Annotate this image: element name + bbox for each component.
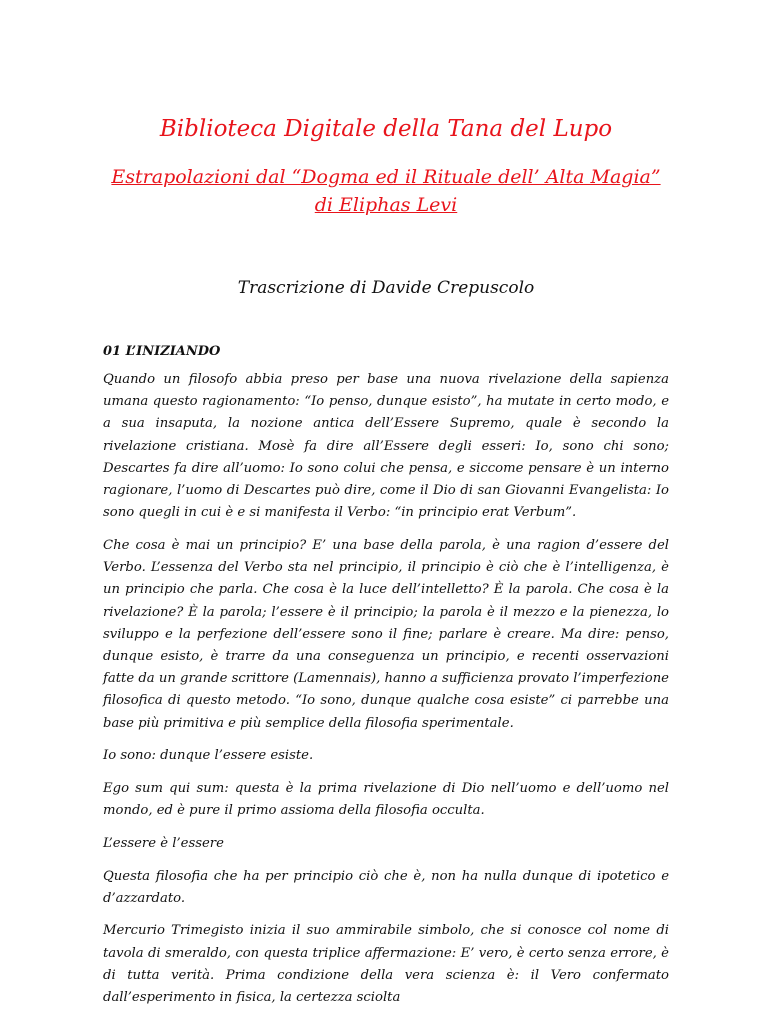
paragraph: Che cosa è mai un principio? E’ una base della parola, è una ragion d’essere del Verbo. L’essenza del Verbo sta nel principio, il principio è ciò che è l’intelligenza, è un principio che parla. Che cosa è la luce dell’intelletto? È la parola. Che cosa è la rivelazione? È la parola; l’essere è il principio; la parola è il mezzo e la pienezza, lo sviluppo e la perfezione dell’essere sono il fine; parlare è creare. Ma dire: penso, dunque esisto, è trarre da una conseguenza un principio, e recenti osservazioni fatte da un grande scrittore (Lamennais), hanno a sufficienza provato l’imperfezione filosofica di questo metodo. “Io sono, dunque qualche cosa esiste” ci parrebbe una base più primitiva e più semplice della filosofia sperimentale.: [103, 537, 669, 731]
document-title: Biblioteca Digitale della Tana del Lupo: [159, 116, 613, 142]
paragraph: Questa filosofia che ha per principio ciò che è, non ha nulla dunque di ipotetico e d’azzardato.: [103, 868, 669, 906]
transcription-credit: Trascrizione di Davide Crepuscolo: [237, 278, 535, 298]
paragraph: Ego sum qui sum: questa è la prima rivelazione di Dio nell’uomo e dell’uomo nel mondo, ed è pure il primo assioma della filosofia occulta.: [103, 780, 669, 819]
section-title: 01 L’INIZIANDO: [103, 344, 221, 359]
paragraph: Quando un filosofo abbia preso per base una nuova rivelazione della sapienza umana questo ragionamento: “Io penso, dunque esisto”, ha mutate in certo modo, e a sua insaputa, la nozione antica dell’Essere Supremo, quale è secondo la rivelazione cristiana. Mosè fa dire all’Essere degli esseri: Io, sono chi sono; Descartes fa dire all’uomo: Io sono colui che pensa, e siccome pensare è un interno ragionare, l’uomo di Descartes può dire, come il Dio di san Giovanni Evangelista: Io sono quegli in cui è e si manifesta il Verbo: “in principio erat Verbum”.: [103, 372, 669, 521]
paragraph: Io sono: dunque l’essere esiste.: [103, 748, 314, 764]
paragraph: L’essere è l’essere: [103, 835, 224, 851]
document-subtitle: Estrapolazioni dal “Dogma ed il Rituale dell’ Alta Magia” di Eliphas Levi: [111, 166, 661, 216]
document-page: [103, 0, 669, 1006]
paragraph: Mercurio Trimegisto inizia il suo ammirabile simbolo, che si conosce col nome di tavola di smeraldo, con questa triplice affermazione: E’ vero, è certo senza errore, è di tutta verità. Prima condizione della vera scienza è: il Vero confermato dall’esperimento in fisica, la certezza sciolta: [103, 923, 669, 1006]
body-text: [103, 369, 669, 1020]
